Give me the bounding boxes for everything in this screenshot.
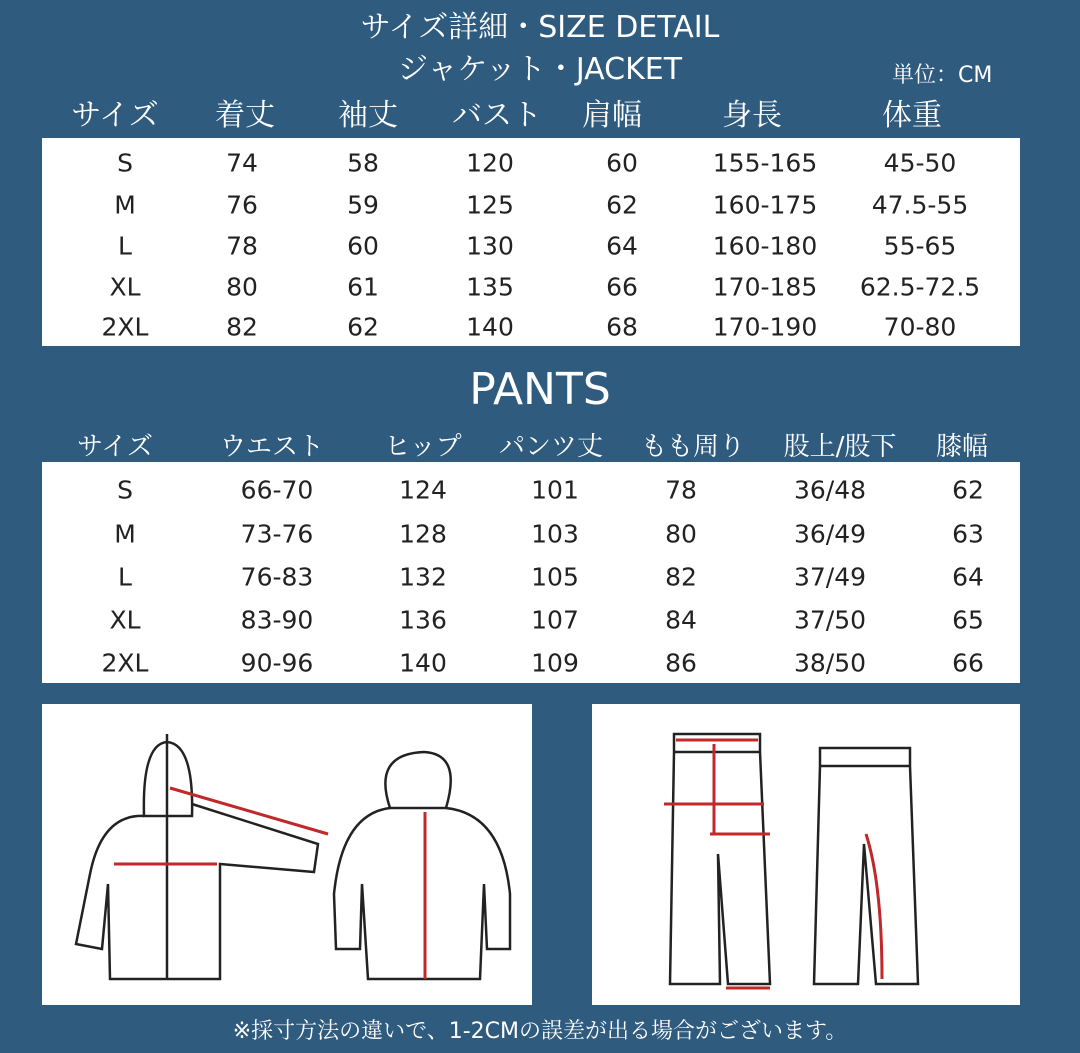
jacket-cell: 78 xyxy=(226,231,258,261)
jacket-cell: 66 xyxy=(606,272,638,302)
pants-cell: 64 xyxy=(952,562,984,592)
pants-header: パンツ丈 xyxy=(498,432,604,462)
pants-header: 膝幅 xyxy=(935,432,989,462)
jacket-header: サイズ xyxy=(71,98,159,133)
jacket-cell: 70-80 xyxy=(883,312,957,342)
pants-cell: 37/50 xyxy=(793,605,867,635)
pants-cell: 65 xyxy=(952,605,984,635)
jacket-cell: 62 xyxy=(606,190,638,220)
pants-cell: 83-90 xyxy=(240,605,314,635)
jacket-header: 身長 xyxy=(722,98,782,133)
pants-cell: 80 xyxy=(665,519,697,549)
jacket-cell: 160-175 xyxy=(712,190,818,220)
pants-cell: 78 xyxy=(665,475,697,505)
pants-cell: 105 xyxy=(531,562,579,592)
pants-cell: 63 xyxy=(952,519,984,549)
jacket-cell: 61 xyxy=(347,272,379,302)
jacket-cell: 68 xyxy=(606,312,638,342)
jacket-cell: 140 xyxy=(466,312,514,342)
pants-cell: L xyxy=(118,562,132,592)
jacket-cell: 155-165 xyxy=(712,148,818,178)
pants-cell: M xyxy=(114,519,136,549)
pants-cell: 38/50 xyxy=(793,648,867,678)
pants-header: ウエスト xyxy=(219,432,325,462)
pants-cell: 132 xyxy=(399,562,447,592)
pants-illustration xyxy=(592,704,1020,1005)
jacket-header: 袖丈 xyxy=(338,98,398,133)
pants-header: もも周り xyxy=(640,432,746,462)
pants-header: サイズ xyxy=(77,432,153,462)
jacket-cell: 45-50 xyxy=(883,148,957,178)
jacket-cell: 59 xyxy=(347,190,379,220)
jacket-cell: 60 xyxy=(606,148,638,178)
pants-title: PANTS xyxy=(469,364,611,415)
jacket-cell: 64 xyxy=(606,231,638,261)
pants-cell: 2XL xyxy=(101,648,149,678)
jacket-cell: 170-185 xyxy=(712,272,818,302)
pants-cell: 124 xyxy=(399,475,447,505)
jacket-cell: 60 xyxy=(347,231,379,261)
jacket-cell: 62 xyxy=(347,312,379,342)
pants-cell: 73-76 xyxy=(240,519,314,549)
pants-cell: 140 xyxy=(399,648,447,678)
jacket-cell: 120 xyxy=(466,148,514,178)
jacket-header: 着丈 xyxy=(215,98,275,133)
page-title: サイズ詳細・SIZE DETAIL xyxy=(360,10,720,45)
jacket-cell: XL xyxy=(109,272,141,302)
jacket-cell: S xyxy=(117,148,133,178)
jacket-cell: 135 xyxy=(466,272,514,302)
pants-cell: S xyxy=(117,475,133,505)
pants-diagram xyxy=(592,704,1020,1005)
pants-cell: 128 xyxy=(399,519,447,549)
jacket-cell: 160-180 xyxy=(712,231,818,261)
jacket-cell: 47.5-55 xyxy=(871,190,969,220)
jacket-title: ジャケット・JACKET xyxy=(397,52,683,87)
jacket-cell: L xyxy=(118,231,132,261)
pants-cell: 62 xyxy=(952,475,984,505)
pants-cell: 107 xyxy=(531,605,579,635)
pants-cell: 36/49 xyxy=(793,519,867,549)
measurement-note: ※採寸方法の違いで、1-2CMの誤差が出る場合がございます。 xyxy=(232,1019,848,1044)
jacket-cell: 58 xyxy=(347,148,379,178)
jacket-header: 肩幅 xyxy=(582,98,642,133)
pants-header: ヒップ xyxy=(384,432,462,462)
jacket-cell: 2XL xyxy=(101,312,149,342)
pants-cell: XL xyxy=(109,605,141,635)
jacket-cell: 80 xyxy=(226,272,258,302)
jacket-cell: 76 xyxy=(226,190,258,220)
jacket-table xyxy=(42,138,1020,346)
pants-table xyxy=(42,462,1020,683)
jacket-cell: 62.5-72.5 xyxy=(859,272,981,302)
jacket-header: 体重 xyxy=(882,98,942,133)
pants-cell: 109 xyxy=(531,648,579,678)
jacket-diagram xyxy=(42,704,532,1005)
pants-cell: 136 xyxy=(399,605,447,635)
pants-cell: 36/48 xyxy=(793,475,867,505)
pants-cell: 82 xyxy=(665,562,697,592)
pants-cell: 90-96 xyxy=(240,648,314,678)
pants-cell: 66 xyxy=(952,648,984,678)
pants-cell: 37/49 xyxy=(793,562,867,592)
jacket-cell: 170-190 xyxy=(712,312,818,342)
jacket-cell: 130 xyxy=(466,231,514,261)
jacket-cell: 125 xyxy=(466,190,514,220)
pants-header: 股上/股下 xyxy=(783,432,897,462)
pants-cell: 86 xyxy=(665,648,697,678)
jacket-cell: 55-65 xyxy=(883,231,957,261)
pants-cell: 76-83 xyxy=(240,562,314,592)
jacket-cell: 74 xyxy=(226,148,258,178)
unit-label: 単位：CM xyxy=(892,63,993,88)
jacket-illustration xyxy=(42,704,532,1005)
pants-cell: 66-70 xyxy=(240,475,314,505)
jacket-cell: 82 xyxy=(226,312,258,342)
jacket-cell: M xyxy=(114,190,136,220)
pants-cell: 101 xyxy=(531,475,579,505)
jacket-header: バスト xyxy=(452,98,542,133)
pants-cell: 84 xyxy=(665,605,697,635)
pants-cell: 103 xyxy=(531,519,579,549)
